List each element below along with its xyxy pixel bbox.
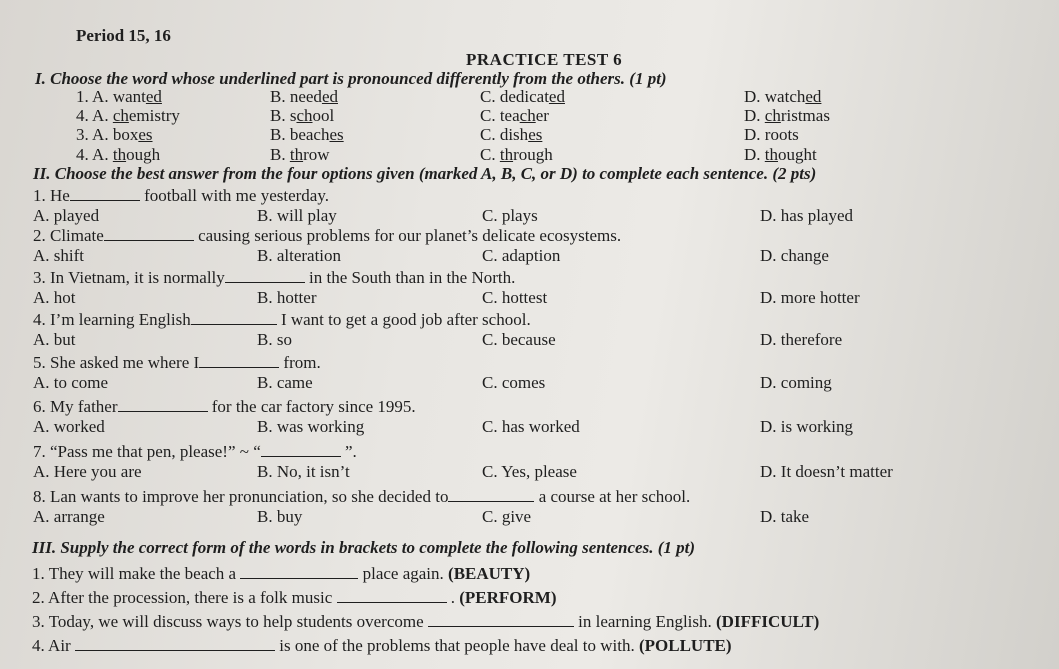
question-text: 1. He <box>33 186 70 205</box>
underlined-part: es <box>138 125 153 144</box>
underlined-part: th <box>112 145 127 164</box>
question-stem <box>33 442 357 462</box>
item-text: 4. Air <box>32 636 75 655</box>
pronunciation-option <box>744 106 830 126</box>
underlined-part: ed <box>805 87 822 106</box>
pronunciation-option <box>270 125 344 145</box>
underlined-part: ed <box>145 87 162 106</box>
option-text: ought <box>778 145 817 164</box>
pronunciation-option <box>480 87 565 107</box>
option-text: emistry <box>128 106 180 125</box>
answer-blank[interactable] <box>448 489 534 502</box>
bracket-word: (DIFFICULT) <box>711 612 820 631</box>
option-text: B. s <box>270 106 297 125</box>
section-1-heading: I. Choose the word whose underlined part is pronounced differently from the others. (1 pt) <box>35 69 667 88</box>
option-text: rough <box>513 145 553 164</box>
pronunciation-option <box>76 125 153 145</box>
answer-blank[interactable] <box>118 399 208 412</box>
option-text: 1. A. want <box>76 87 146 106</box>
answer-option[interactable]: D. take <box>760 507 810 526</box>
underlined-part: es <box>329 125 344 144</box>
underlined-part: th <box>764 145 779 164</box>
page-title: PRACTICE TEST 6 <box>466 50 623 69</box>
answer-blank[interactable] <box>225 270 305 283</box>
period-header: Period 15, 16 <box>76 26 171 45</box>
answer-option[interactable]: C. adaption <box>482 246 561 265</box>
item-text: is one of the problems that people have deal to with. <box>274 636 635 655</box>
option-text: ool <box>312 106 335 125</box>
word-form-item <box>32 564 530 584</box>
question-text: a course at her school. <box>534 487 691 506</box>
question-text: 3. In Vietnam, it is normally <box>33 268 225 287</box>
underlined-part: ch <box>519 106 536 125</box>
pronunciation-option <box>270 145 330 165</box>
answer-option[interactable]: D. change <box>760 246 829 265</box>
answer-option[interactable]: C. has worked <box>482 417 580 436</box>
underlined-part: ch <box>112 106 129 125</box>
underlined-part: ch <box>764 106 781 125</box>
answer-option[interactable]: B. came <box>257 373 313 392</box>
question-text: 2. Climate <box>33 226 104 245</box>
answer-option[interactable]: A. to come <box>33 373 109 392</box>
question-stem <box>33 268 515 288</box>
option-text: ough <box>126 145 161 164</box>
option-text: B. beach <box>270 125 330 144</box>
question-text: 5. She asked me where I <box>33 353 200 372</box>
option-text: C. dish <box>480 125 529 144</box>
answer-option[interactable]: A. played <box>33 206 100 225</box>
option-text: B. <box>270 145 290 164</box>
question-stem <box>33 353 321 373</box>
answer-option[interactable]: A. arrange <box>33 507 105 526</box>
answer-option[interactable]: B. No, it isn’t <box>257 462 350 481</box>
question-stem <box>33 397 416 417</box>
answer-option[interactable]: A. shift <box>33 246 84 265</box>
pronunciation-option <box>480 145 553 165</box>
option-text: 4. A. <box>76 145 113 164</box>
answer-option[interactable]: B. buy <box>257 507 303 526</box>
question-text: from. <box>279 353 321 372</box>
pronunciation-option <box>76 87 162 107</box>
bracket-word: (PERFORM) <box>455 588 557 607</box>
item-text: in learning English. <box>573 612 712 631</box>
option-text: D. <box>744 106 765 125</box>
question-text: 8. Lan wants to improve her pronunciation, so she decided to <box>33 487 449 506</box>
option-text: row <box>303 145 330 164</box>
option-text: er <box>535 106 549 125</box>
question-stem <box>33 487 690 507</box>
option-text: D. roots <box>744 125 799 144</box>
question-text: 7. “Pass me that pen, please!” ~ “ <box>33 442 261 461</box>
pronunciation-option <box>270 87 338 107</box>
pronunciation-option <box>270 106 334 126</box>
option-text: D. <box>744 145 765 164</box>
question-text: causing serious problems for our planet’s delicate ecosystems. <box>193 226 622 245</box>
option-text: C. tea <box>480 106 520 125</box>
item-text: 1. They will make the beach a <box>32 564 241 583</box>
answer-option[interactable]: C. Yes, please <box>482 462 577 481</box>
answer-blank[interactable] <box>104 228 194 241</box>
pronunciation-option <box>76 145 160 165</box>
question-text: in the South than in the North. <box>304 268 516 287</box>
answer-option[interactable]: A. worked <box>33 417 105 436</box>
answer-option[interactable]: B. hotter <box>257 288 317 307</box>
answer-option[interactable]: C. hottest <box>482 288 548 307</box>
pronunciation-option <box>744 87 821 107</box>
option-text: 4. A. <box>76 106 113 125</box>
question-stem <box>33 310 531 330</box>
underlined-part: es <box>528 125 543 144</box>
section-3-heading: III. Supply the correct form of the words in brackets to complete the following sentences. (1 pt) <box>32 538 695 557</box>
answer-option[interactable]: A. Here you are <box>33 462 142 481</box>
pronunciation-option <box>480 125 542 145</box>
answer-option[interactable]: D. more hotter <box>760 288 860 307</box>
answer-option[interactable]: D. It doesn’t matter <box>760 462 893 481</box>
answer-option[interactable]: B. will play <box>257 206 337 225</box>
question-stem <box>33 186 329 206</box>
answer-blank[interactable] <box>337 590 447 603</box>
question-stem <box>33 226 621 246</box>
pronunciation-option <box>480 106 549 126</box>
item-text: . <box>446 588 456 607</box>
pronunciation-option <box>744 125 799 145</box>
answer-option[interactable]: C. plays <box>482 206 538 225</box>
underlined-part: th <box>289 145 304 164</box>
answer-blank[interactable] <box>199 355 279 368</box>
question-text: I want to get a good job after school. <box>276 310 531 329</box>
word-form-item <box>32 612 819 632</box>
section-2-heading: II. Choose the best answer from the four options given (marked A, B, C, or D) to complete each sentence. (2 pts) <box>33 164 817 183</box>
question-text: football with me yesterday. <box>139 186 329 205</box>
answer-option[interactable]: D. is working <box>760 417 854 436</box>
option-text: B. need <box>270 87 322 106</box>
answer-option[interactable]: D. coming <box>760 373 832 392</box>
bracket-word: (POLLUTE) <box>634 636 732 655</box>
answer-option[interactable]: B. so <box>257 330 292 349</box>
answer-blank[interactable] <box>428 614 574 627</box>
option-text: D. watch <box>744 87 806 106</box>
bracket-word: (BEAUTY) <box>443 564 531 583</box>
underlined-part: ed <box>548 87 565 106</box>
answer-blank[interactable] <box>75 638 275 651</box>
answer-blank[interactable] <box>261 444 341 457</box>
word-form-item <box>32 588 557 608</box>
answer-option[interactable]: C. comes <box>482 373 546 392</box>
answer-option[interactable]: D. has played <box>760 206 854 225</box>
answer-blank[interactable] <box>240 566 358 579</box>
pronunciation-option <box>76 106 180 126</box>
answer-option[interactable]: C. because <box>482 330 556 349</box>
word-form-item <box>32 636 732 656</box>
item-text: 3. Today, we will discuss ways to help students overcome <box>32 612 428 631</box>
question-text: 4. I’m learning English <box>33 310 191 329</box>
question-text: for the car factory since 1995. <box>207 397 416 416</box>
answer-option[interactable]: B. alteration <box>257 246 342 265</box>
option-text: C. dedicat <box>480 87 549 106</box>
underlined-part: ed <box>321 87 338 106</box>
item-text: place again. <box>358 564 444 583</box>
answer-option[interactable]: A. but <box>33 330 76 349</box>
underlined-part: th <box>499 145 514 164</box>
answer-blank[interactable] <box>70 188 140 201</box>
answer-option[interactable]: B. was working <box>257 417 365 436</box>
answer-blank[interactable] <box>191 312 277 325</box>
answer-option[interactable]: C. give <box>482 507 532 526</box>
answer-option[interactable]: D. therefore <box>760 330 843 349</box>
question-text: ”. <box>340 442 357 461</box>
pronunciation-option <box>744 145 817 165</box>
answer-option[interactable]: A. hot <box>33 288 76 307</box>
option-text: ristmas <box>780 106 830 125</box>
item-text: 2. After the procession, there is a folk music <box>32 588 337 607</box>
option-text: 3. A. box <box>76 125 139 144</box>
option-text: C. <box>480 145 500 164</box>
underlined-part: ch <box>296 106 313 125</box>
question-text: 6. My father <box>33 397 118 416</box>
